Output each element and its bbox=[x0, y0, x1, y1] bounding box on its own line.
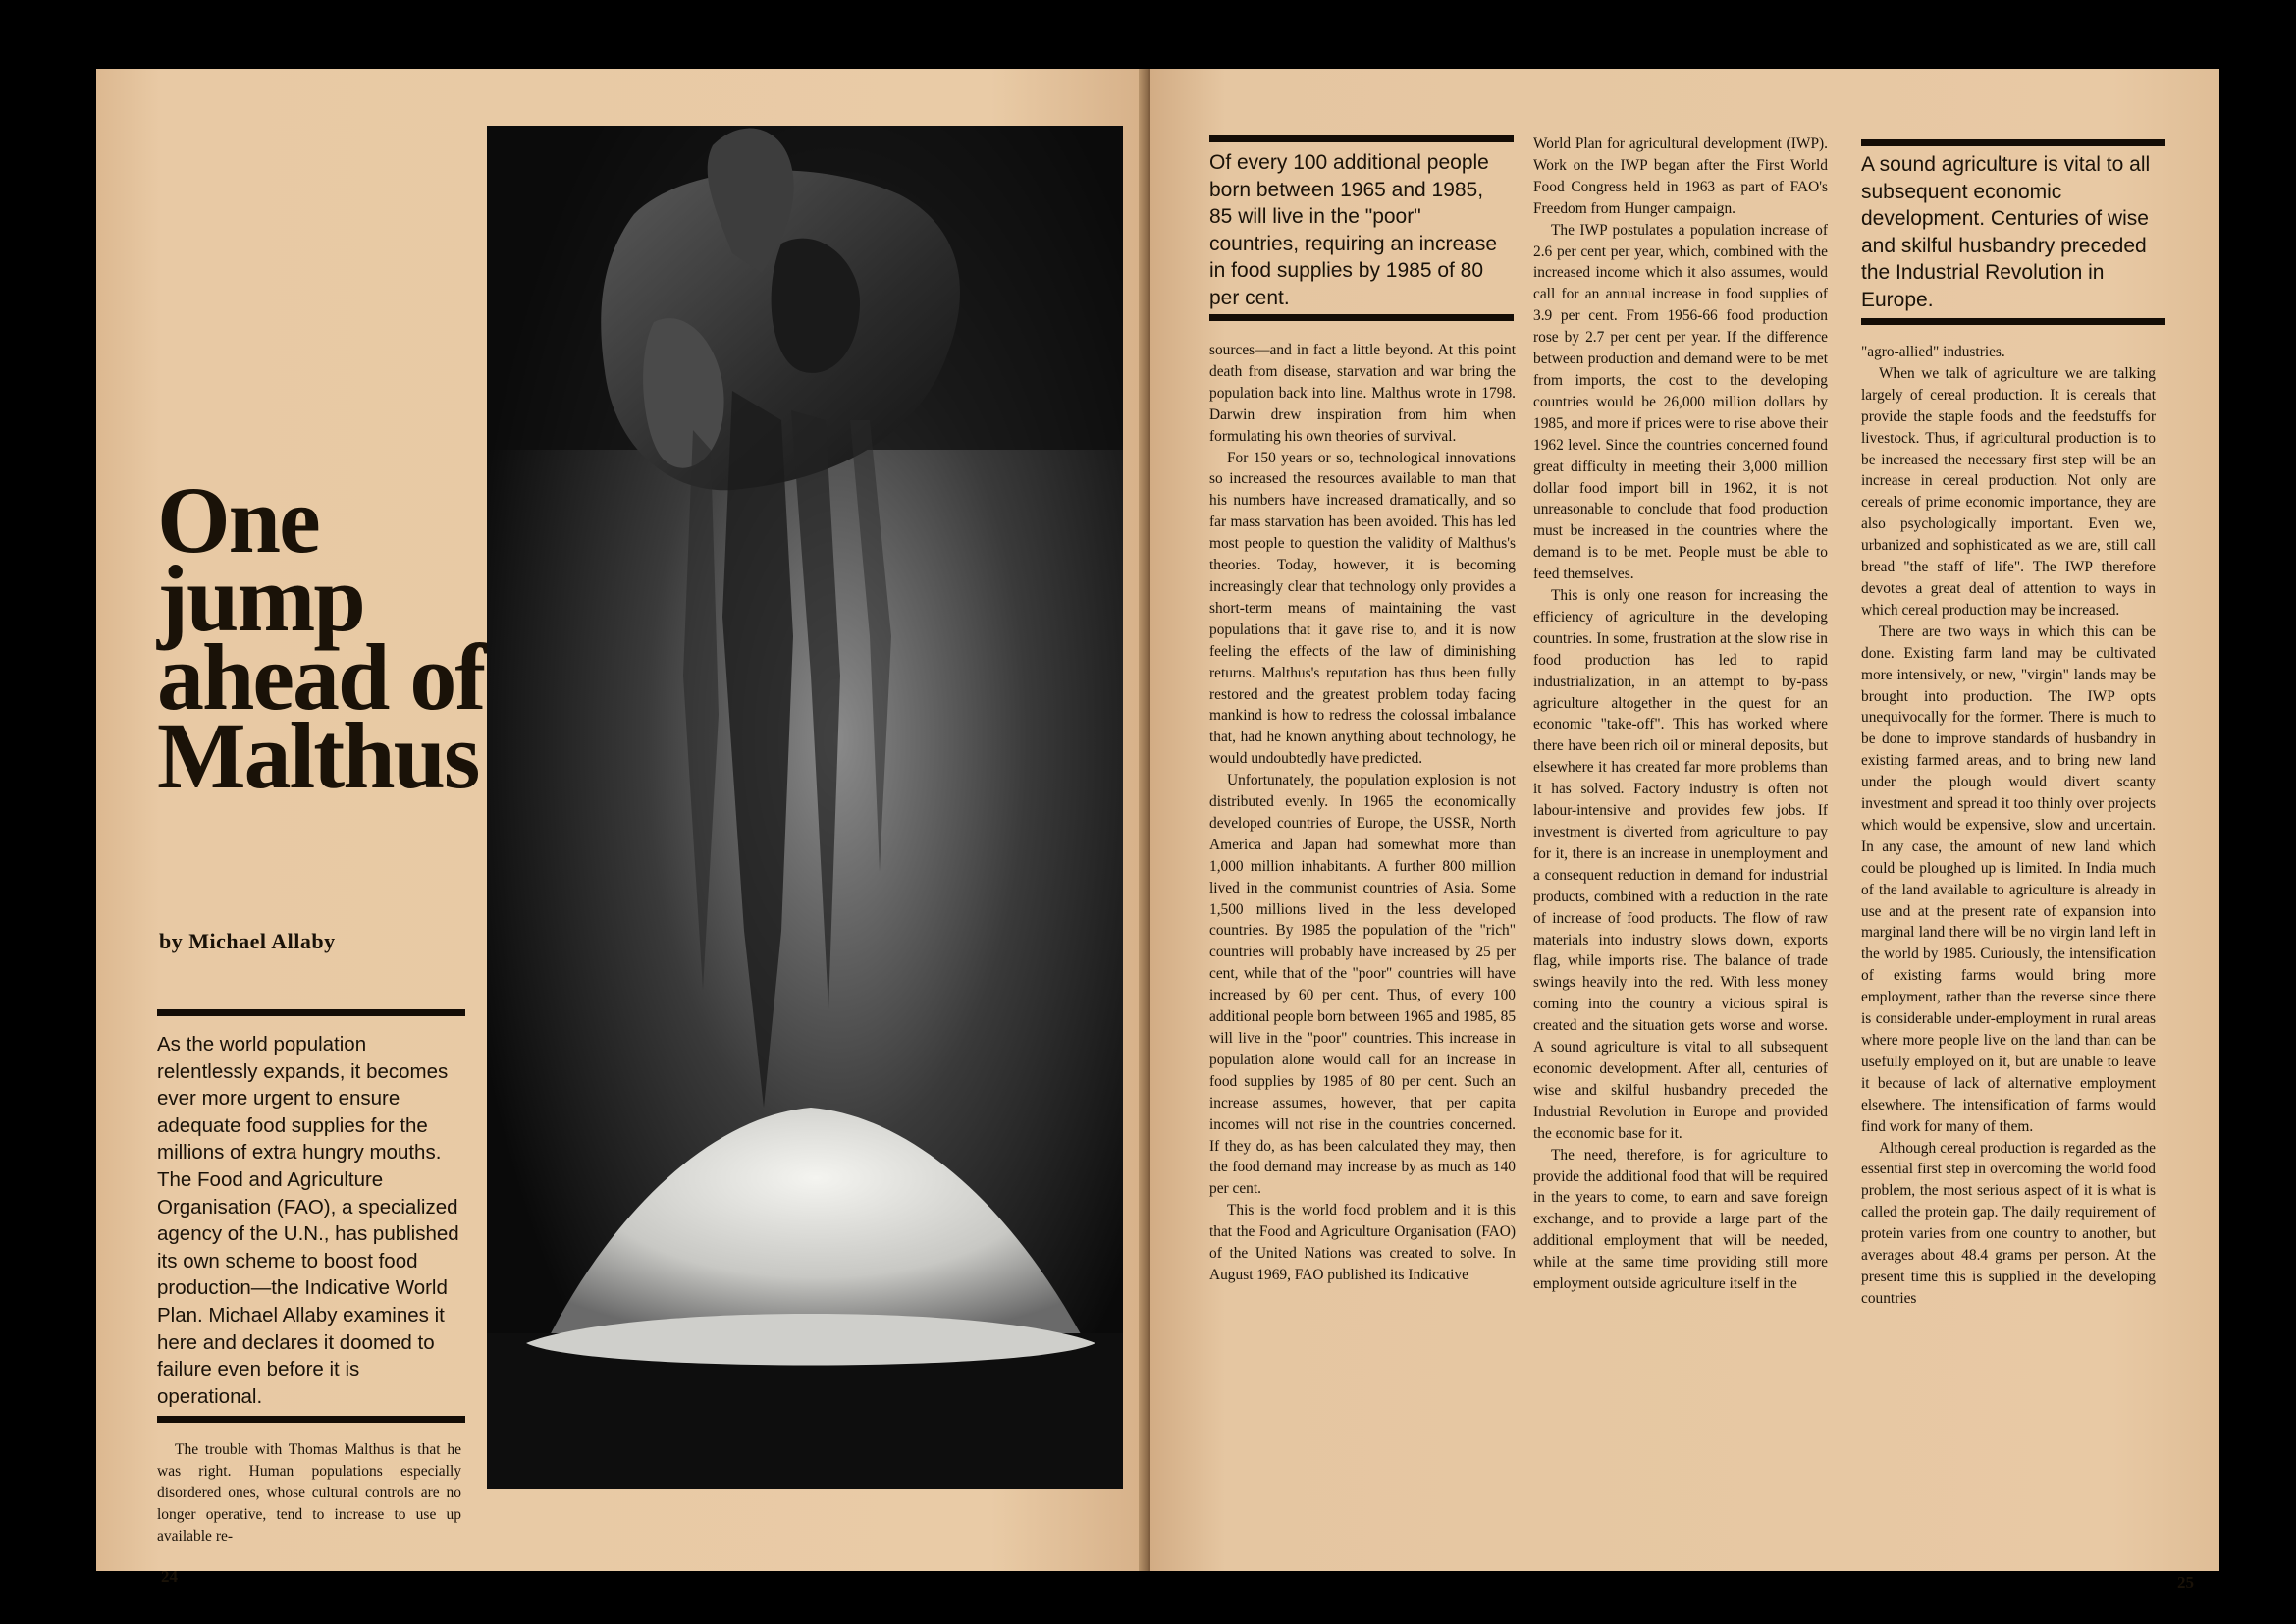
body-paragraph: The need, therefore, is for agriculture to provide the additional food that will be required in the years to come, to earn and save foreign exchange, and to provide a large part of the additional employment that will be needed, while at the same time providing still more employment outside agriculture itself in the bbox=[1533, 1146, 1828, 1293]
intro-top-rule bbox=[157, 1009, 465, 1016]
body-paragraph: World Plan for agricultural development (IWP). Work on the IWP began after the First World Food Congress held in 1963 as part of FAO's Freedom from Hunger campaign. bbox=[1533, 135, 1828, 217]
body-paragraph: sources—and in fact a little beyond. At this point death from disease, starvation and war bring the population back into line. Malthus wrote in 1798. Darwin drew inspiration from him when formulating his own theories of survival. bbox=[1209, 342, 1516, 445]
left-page bbox=[96, 69, 1148, 1586]
pull-quote-2: A sound agriculture is vital to all subsequent economic development. Centuries of wise and skilful husbandry preceded the Industrial Revolution in Europe. bbox=[1861, 153, 2151, 311]
page-number-left: 24 bbox=[161, 1567, 178, 1586]
body-paragraph: Although cereal production is regarded as the essential first step in overcoming the world food problem, the most serious aspect of it is what is called the protein gap. The daily requirement of protein varies from one country to another, but averages about 48.4 grams per person. At the present time this is supplied in the developing countries bbox=[1861, 1139, 2156, 1307]
title-line: Malthus bbox=[157, 703, 479, 808]
body-paragraph: "agro-allied" industries. bbox=[1861, 344, 2005, 360]
byline: by Michael Allaby bbox=[159, 929, 336, 953]
body-column-1 bbox=[1209, 340, 1516, 1286]
pull-quote-1: Of every 100 additional people born between 1965 and 1985, 85 will live in the "poor" countries, requiring an increase in food supplies by 1985 of 80 per cent. bbox=[1209, 151, 1497, 309]
pull-quote-1-bottom-rule bbox=[1209, 314, 1514, 321]
title-line: One bbox=[157, 467, 319, 572]
page-number-right: 25 bbox=[2177, 1573, 2194, 1592]
body-column-3 bbox=[1861, 342, 2156, 1310]
intro-bottom-rule bbox=[157, 1416, 465, 1423]
body-paragraph: When we talk of agriculture we are talking largely of cereal production. It is cereals that provide the staple foods and the feedstuffs for livestock. Thus, if agricultural production is to be increased the necessary first step will be an increase in cereal production. Not only are cereals of prime economic importance, they are also psychologically important. Even we, urbanized and sophisticated as we are, still call bread "the staff of life". The IWP therefore devotes a great deal of attention to ways in which cereal production may be increased. bbox=[1861, 364, 2156, 619]
title-line: jump bbox=[157, 546, 364, 651]
intro-paragraph: As the world population relentlessly expands, it becomes ever more urgent to ensure adequate food supplies for the millions of extra hungry mouths. The Food and Agriculture Organisation (FAO), a specialized agency of the U.N., has published its own scheme to boost food production—the Indicative World Plan. Michael Allaby examines it here and declares it doomed to failure even before it is operational. bbox=[157, 1033, 459, 1408]
body-paragraph: The IWP postulates a population increase of 2.6 per cent per year, which, combined with the increased income which it also assumes, would call for an annual increase in food supplies of 3.9 per cent. From 1956-66 food production rose by 2.7 per cent per year. If the difference between production and demand were to be met from imports, the cost to the developing countries would be 26,000 million dollars by 1985, and more if prices were to rise above their 1962 level. Since the countries concerned found great difficulty in meeting their 3,000 million dollar food import bill in 1962, it is not unreasonable to conclude that food production must be increased in the countries where the demand is to be met. People must be able to feed themselves. bbox=[1533, 221, 1828, 583]
photo-hands-pouring-rice bbox=[487, 126, 1123, 1489]
body-paragraph: For 150 years or so, technological innovations so increased the resources available to man that his numbers have increased dramatically, and so far mass starvation has been avoided. This has led most people to question the validity of Malthus's theories. Today, however, it is becoming increasingly clear that technology only provides a short-term means of maintaining the vast populations that it gave rise to, and it is now feeling the effects of the law of diminishing returns. Malthus's reputation has thus been fully restored and the greatest problem today facing mankind is how to redress the colossal imbalance that, had he known anything about technology, he would undoubtedly have predicted. bbox=[1209, 449, 1516, 768]
pull-quote-2-bottom-rule bbox=[1861, 318, 2165, 325]
pull-quote-1-top-rule bbox=[1209, 135, 1514, 142]
body-paragraph: Unfortunately, the population explosion is not distributed evenly. In 1965 the economically developed countries of Europe, the USSR, North America and Japan had somewhat more than 1,000 million inhabitants. A further 800 million lived in the communist countries of Asia. Some 1,500 millions lived in the less developed countries. By 1985 the population of the "rich" countries will probably have increased by 25 per cent, while that of the "poor" countries will have increased by 60 per cent. Thus, of every 100 additional people born between 1965 and 1985, 85 will live in the "poor" countries. This increase in population alone would call for an increase in food supplies by 1985 of 80 per cent. Such an increase assumes, however, that per capita incomes will not rise in the countries concerned. If they do, as has been calculated they may, then the food demand may increase by as much as 140 per cent. bbox=[1209, 772, 1517, 1198]
body-column-2 bbox=[1533, 134, 1828, 1295]
right-page bbox=[1150, 69, 2219, 1592]
body-paragraph: There are two ways in which this can be done. Existing farm land may be cultivated more intensively, or new, "virgin" lands may be brought into production. The IWP opts unequivocally for the former. There is much to be done to improve standards of husbandry in existing farmed areas, and to bring new land under the plough would divert scanty investment and spread it too thinly over projects which would be expensive, slow and uncertain. In any case, the amount of new land which could be ploughed up is limited. In India much of the land available to agriculture is already in use and at the present rate of expansion into marginal land there will be no virgin land left in the world by 1985. Curiously, the intensification of existing farms would bring more employment, rather than the reverse since there is considerable under-employment in rural areas where more people live on the land than can be usefully employed on it, but are unable to leave it because of lack of alternative employment elsewhere. The intensification of farms would find work for many of them. bbox=[1861, 623, 2156, 1135]
body-paragraph: This is only one reason for increasing the efficiency of agriculture in the developing countries. In some, frustration at the slow rise in food production has led to rapid industrialization, in an attempt to by-pass agriculture altogether in the quest for an economic "take-off". This has worked where there have been rich oil or mineral deposits, but elsewhere it has created far more problems than it has solved. Factory industry is often not labour-intensive and provides few jobs. If investment is diverted from agriculture to pay for it, there is an increase in unemployment and a consequent reduction in demand for industrial products, combined with a reduction in the rate of increase of food products. The flow of raw materials into industry slows down, exports flag, while imports rise. The balance of trade swings heavily into the red. With less money coming into the country a vicious spiral is created and the situation gets worse and worse. A sound agriculture is vital to all subsequent economic development. After all, centuries of wise and skilful husbandry preceded the Industrial Revolution in Europe and provided the economic base for it. bbox=[1533, 587, 1828, 1142]
pull-quote-2-top-rule bbox=[1861, 139, 2165, 146]
title-line: ahead of bbox=[157, 624, 485, 730]
photo-illustration bbox=[487, 126, 1123, 1489]
body-column-start bbox=[157, 1439, 461, 1547]
body-paragraph: The trouble with Thomas Malthus is that he was right. Human populations especially disordered ones, whose cultural controls are no longer operative, tend to increase to use up available re- bbox=[157, 1441, 461, 1544]
body-paragraph: This is the world food problem and it is this that the Food and Agriculture Organisation (FAO) of the United Nations was created to solve. In August 1969, FAO published its Indicative bbox=[1209, 1202, 1516, 1283]
